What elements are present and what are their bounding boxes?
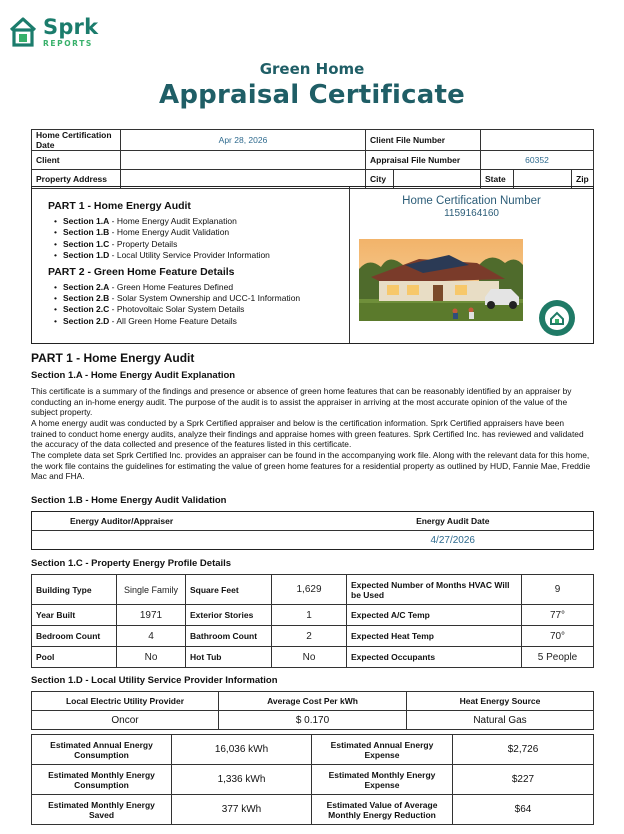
toc-item: • Section 2.D - All Green Home Feature Details [54, 316, 349, 327]
utility-provider-table [31, 691, 594, 730]
heat-temp-value: 70° [522, 626, 594, 647]
energy-estimates-table [31, 734, 594, 825]
exterior-stories-value: 1 [272, 605, 347, 626]
toc-item: • Section 1.A - Home Energy Audit Explanation [54, 216, 349, 227]
city-label: City [366, 170, 394, 189]
monthly-expense-value: $227 [453, 765, 594, 795]
home-cert-date-label: Home Certification Date [32, 130, 121, 151]
brand-sub: REPORTS [43, 38, 93, 48]
toc-part1-list [54, 216, 349, 262]
monthly-consumption-value: 1,336 kWh [172, 765, 312, 795]
pool-label: Pool [32, 647, 117, 668]
brand-name: Sprk [43, 14, 99, 39]
annual-expense-label: Estimated Annual Energy Expense [312, 735, 453, 765]
annual-consumption-value: 16,036 kWh [172, 735, 312, 765]
monthly-saved-value: 377 kWh [172, 795, 312, 825]
annual-consumption-label: Estimated Annual Energy Consumption [32, 735, 172, 765]
page-title: Appraisal Certificate [159, 80, 465, 110]
property-profile-table [31, 574, 594, 668]
square-feet-label: Square Feet [186, 575, 272, 605]
section-1d-heading: Section 1.D - Local Utility Service Provider Information [31, 675, 278, 686]
toc-item: • Section 2.B - Solar System Ownership and UCC-1 Information [54, 293, 349, 304]
square-feet-value: 1,629 [272, 575, 347, 605]
appraisal-file-label: Appraisal File Number [366, 151, 481, 170]
audit-date-value: 4/27/2026 [430, 534, 475, 546]
toc-item: • Section 2.A - Green Home Features Defined [54, 282, 349, 293]
heat-temp-label: Expected Heat Temp [347, 626, 522, 647]
toc-part2-list [54, 282, 349, 328]
client-label: Client [32, 151, 121, 170]
section-1a-paragraph-2: A home energy audit was conducted by a Sprk Certified appraiser and below is the certification information. Sprk Certified appraisers have been trained to conduct home energy audits, analyze their findings and appraise homes with green features. Sprk Certified Inc. has reviewed and validated the accuracy of the data collected and presence of the features listed in this certificate. [31, 418, 584, 450]
cert-number-label: Home Certification Number [402, 195, 541, 207]
certificate-panel [350, 187, 593, 343]
hot-tub-value: No [272, 647, 347, 668]
energy-reduction-value: $64 [453, 795, 594, 825]
table-of-contents [32, 187, 350, 343]
heat-source-value: Natural Gas [407, 711, 594, 730]
monthly-consumption-label: Estimated Monthly Energy Consumption [32, 765, 172, 795]
year-built-value: 1971 [117, 605, 186, 626]
home-cert-date: Apr 28, 2026 [121, 130, 366, 151]
year-built-label: Year Built [32, 605, 117, 626]
annual-expense-value: $2,726 [453, 735, 594, 765]
ac-temp-label: Expected A/C Temp [347, 605, 522, 626]
client-file-value [481, 130, 594, 151]
building-type-label: Building Type [32, 575, 117, 605]
bathroom-count-label: Bathroom Count [186, 626, 272, 647]
toc-item: • Section 2.C - Photovoltaic Solar System Details [54, 304, 349, 315]
toc-part2: PART 2 - Green Home Feature Details [48, 265, 235, 278]
toc-item: • Section 1.B - Home Energy Audit Validation [54, 227, 349, 238]
auditor-label: Energy Auditor/Appraiser [32, 512, 313, 531]
ac-temp-value: 77° [522, 605, 594, 626]
part1-heading: PART 1 - Home Energy Audit [31, 351, 195, 365]
house-logo-icon [8, 16, 38, 48]
zip-label: Zip [572, 170, 594, 189]
contents-panel [31, 186, 594, 344]
monthly-expense-label: Estimated Monthly Energy Expense [312, 765, 453, 795]
appraisal-file-value: 60352 [481, 151, 594, 170]
cost-per-kwh-label: Average Cost Per kWh [219, 692, 407, 711]
toc-part1: PART 1 - Home Energy Audit [48, 200, 191, 212]
bedroom-count-label: Bedroom Count [32, 626, 117, 647]
audit-validation-table [31, 511, 594, 550]
client-file-label: Client File Number [366, 130, 481, 151]
exterior-stories-label: Exterior Stories [186, 605, 272, 626]
client-value [121, 151, 366, 170]
section-1a-heading: Section 1.A - Home Energy Audit Explanation [31, 370, 236, 381]
provider-label: Local Electric Utility Provider [32, 692, 219, 711]
occupants-value: 5 People [522, 647, 594, 668]
title-top: Green Home [259, 60, 365, 78]
cert-number: 1159164160 [444, 208, 499, 219]
heat-source-label: Heat Energy Source [407, 692, 594, 711]
property-info-table [31, 129, 594, 189]
toc-item: • Section 1.C - Property Details [54, 239, 349, 250]
section-1a-paragraph-3: The complete data set Sprk Certified Inc. provides an appraiser can be found in the accompanying work file. Along with the relevant data for this home, the work file contains the guidelines for estimating the value of green home features for a residential property as outlined by HUD, Fannie Mae, Freddie Mac and FHA. [31, 450, 591, 482]
hvac-months-label: Expected Number of Months HVAC Will be Used [347, 575, 522, 605]
cost-per-kwh-value: $ 0.170 [219, 711, 407, 730]
bathroom-count-value: 2 [272, 626, 347, 647]
section-1c-heading: Section 1.C - Property Energy Profile Details [31, 558, 232, 569]
audit-date-label: Energy Audit Date [313, 512, 594, 531]
house-photo [359, 239, 523, 321]
state-label: State [481, 170, 514, 189]
section-1a-paragraph-1: This certificate is a summary of the findings and presence or absence of green home features that can be reasonably identified by an appraiser by conducting an in-home energy audit. The purpose of the audit is to assist the appraiser in arriving at the most accurate opinion of the value of the subject property. [31, 386, 572, 418]
pool-value: No [117, 647, 186, 668]
provider-value: Oncor [32, 711, 219, 730]
auditor-value [32, 531, 313, 550]
monthly-saved-label: Estimated Monthly Energy Saved [32, 795, 172, 825]
toc-item: • Section 1.D - Local Utility Service Provider Information [54, 250, 349, 261]
bedroom-count-value: 4 [117, 626, 186, 647]
sprk-certified-seal-icon [538, 299, 576, 337]
section-1b-heading: Section 1.B - Home Energy Audit Validation [31, 495, 227, 506]
sprk-logo [8, 14, 98, 50]
hvac-months-value: 9 [522, 575, 594, 605]
hot-tub-label: Hot Tub [186, 647, 272, 668]
address-label: Property Address [32, 170, 121, 189]
building-type-value: Single Family [117, 575, 186, 605]
occupants-label: Expected Occupants [347, 647, 522, 668]
energy-reduction-label: Estimated Value of Average Monthly Energy Reduction [312, 795, 453, 825]
